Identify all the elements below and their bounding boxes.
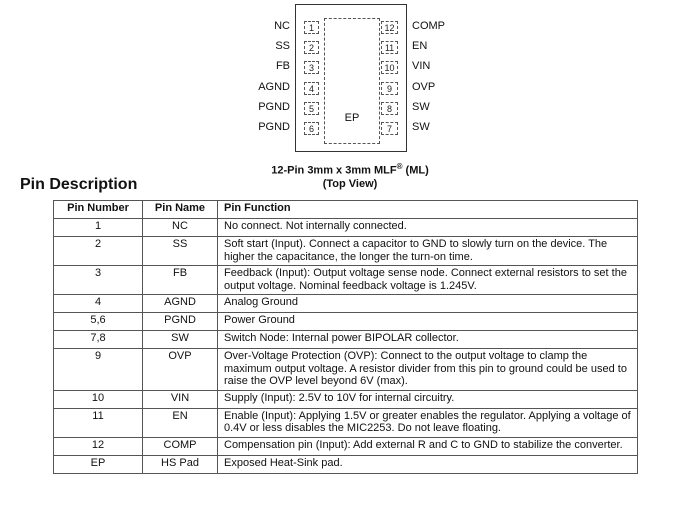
cell-pin-name: SW (143, 331, 218, 349)
pad-pin-3: 3 (304, 61, 319, 74)
header-pin-number: Pin Number (54, 201, 143, 219)
cell-pin-number: 9 (54, 349, 143, 391)
cell-pin-number: 1 (54, 219, 143, 237)
pad-pin-8: 8 (381, 102, 398, 115)
pin-label-6: PGND (258, 121, 290, 133)
cell-pin-function: No connect. Not internally connected. (218, 219, 638, 237)
cell-pin-name: VIN (143, 390, 218, 408)
pin-label-9: OVP (412, 81, 436, 93)
cell-pin-number: 10 (54, 390, 143, 408)
table-row (54, 295, 638, 313)
pin-label-7: SW (412, 121, 430, 133)
pad-pin-9: 9 (381, 82, 398, 95)
pad-pin-10: 10 (381, 61, 398, 74)
table-row (54, 437, 638, 455)
cell-pin-function: Feedback (Input): Output voltage sense node. Connect external resistors to set the output voltage. Nominal feedback voltage is 1.245V. (218, 266, 638, 295)
header-pin-function: Pin Function (218, 201, 638, 219)
pad-pin-6: 6 (304, 122, 319, 135)
pad-pin-7: 7 (381, 122, 398, 135)
cell-pin-function: Analog Ground (218, 295, 638, 313)
table-row (54, 313, 638, 331)
cell-pin-function: Power Ground (218, 313, 638, 331)
table-row (54, 237, 638, 266)
pin-label-3: FB (275, 60, 290, 72)
caption-title: 12-Pin 3mm x 3mm MLF (271, 164, 397, 177)
exposed-pad-label: EP (344, 112, 360, 124)
pad-pin-12: 12 (381, 21, 398, 34)
cell-pin-name: NC (143, 219, 218, 237)
cell-pin-function: Enable (Input): Applying 1.5V or greater enables the regulator. Applying a voltage of 0.4V or less disables the MIC2253. Do not leave floating. (218, 408, 638, 437)
pin-label-2: SS (275, 40, 290, 52)
table-row (54, 331, 638, 349)
cell-pin-number: 11 (54, 408, 143, 437)
cell-pin-function: Over-Voltage Protection (OVP): Connect to the output voltage to clamp the maximum output voltage. A resistor divider from this pin to ground could be used to raise the OVP level beyond 6V (max). (218, 349, 638, 391)
cell-pin-number: 4 (54, 295, 143, 313)
table-row (54, 455, 638, 473)
cell-pin-function: Soft start (Input). Connect a capacitor to GND to slowly turn on the device. The higher the capacitance, the longer the turn-on time. (218, 237, 638, 266)
pin-label-11: EN (412, 40, 428, 52)
pin-description-table (53, 200, 638, 474)
cell-pin-number: 3 (54, 266, 143, 295)
cell-pin-name: EN (143, 408, 218, 437)
cell-pin-number: 2 (54, 237, 143, 266)
cell-pin-name: COMP (143, 437, 218, 455)
caption-view: (Top View) (322, 177, 378, 190)
table-row (54, 390, 638, 408)
cell-pin-name: HS Pad (143, 455, 218, 473)
package-caption (240, 160, 460, 191)
pin-label-8: SW (412, 101, 430, 113)
cell-pin-function: Compensation pin (Input): Add external R and C to GND to stabilize the converter. (218, 437, 638, 455)
cell-pin-function: Exposed Heat-Sink pad. (218, 455, 638, 473)
caption-suffix: (ML) (402, 164, 429, 177)
pad-pin-2: 2 (304, 41, 319, 54)
pad-pin-4: 4 (304, 82, 319, 95)
pin-label-1: NC (274, 20, 290, 32)
cell-pin-number: EP (54, 455, 143, 473)
pin-label-5: PGND (258, 101, 290, 113)
cell-pin-name: FB (143, 266, 218, 295)
table-row (54, 266, 638, 295)
header-pin-name: Pin Name (143, 201, 218, 219)
section-heading: Pin Description (20, 176, 138, 193)
package-outline (295, 4, 407, 152)
exposed-pad (324, 18, 380, 144)
cell-pin-function: Switch Node: Internal power BIPOLAR collector. (218, 331, 638, 349)
cell-pin-number: 12 (54, 437, 143, 455)
cell-pin-name: OVP (143, 349, 218, 391)
table-row (54, 408, 638, 437)
pad-pin-1: 1 (304, 21, 319, 34)
registered-mark: ® (396, 162, 403, 171)
pad-pin-11: 11 (381, 41, 398, 54)
table-row (54, 219, 638, 237)
pin-label-12: COMP (412, 20, 445, 32)
table-row (54, 349, 638, 391)
cell-pin-number: 7,8 (54, 331, 143, 349)
cell-pin-name: SS (143, 237, 218, 266)
cell-pin-name: AGND (143, 295, 218, 313)
cell-pin-name: PGND (143, 313, 218, 331)
cell-pin-number: 5,6 (54, 313, 143, 331)
pad-pin-5: 5 (304, 102, 319, 115)
pin-label-10: VIN (412, 60, 431, 72)
table-header-row (54, 201, 638, 219)
cell-pin-function: Supply (Input): 2.5V to 10V for internal circuitry. (218, 390, 638, 408)
pin-label-4: AGND (258, 81, 290, 93)
